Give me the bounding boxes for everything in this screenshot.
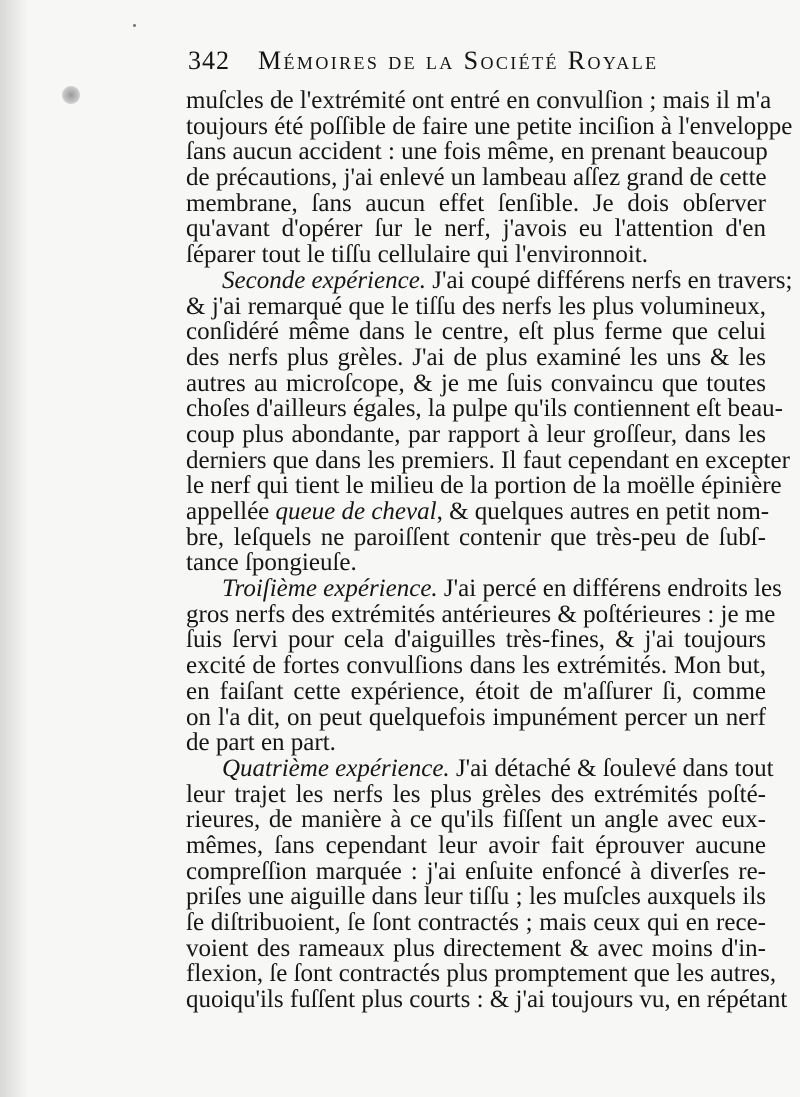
- page-gutter-shadow: [0, 0, 28, 1097]
- text-run: appellée: [186, 498, 276, 525]
- text-line: bre, leſquels ne paroiſſent contenir que très-peu de ſubſ-: [186, 523, 766, 551]
- text-line: de part en part.: [186, 729, 336, 757]
- text-line: gros nerfs des extrémités antérieures & poſtérieures : je me: [186, 600, 776, 628]
- text-line: choſes d'ailleurs égales, la pulpe qu'ils contiennent eſt beau-: [186, 395, 784, 423]
- text-line: conſidéré même dans le centre, eſt plus ferme que celui: [186, 318, 766, 346]
- text-line: [186, 575, 782, 603]
- text-run: J'ai coupé différens nerfs en travers;: [426, 266, 793, 294]
- text-line: [186, 498, 770, 525]
- experiment-heading: Seconde expérience.: [222, 266, 427, 294]
- text-line: & j'ai remarqué que le tiſſu des nerfs les plus volumineux,: [186, 292, 766, 320]
- text-line: des nerfs plus grèles. J'ai de plus examiné les uns & les: [186, 343, 766, 371]
- text-line: ſans aucun accident : une fois même, en prenant beaucoup: [186, 138, 768, 166]
- text-line: [186, 754, 774, 782]
- text-line: de précautions, j'ai enlevé un lambeau aſſez grand de cette: [186, 164, 767, 192]
- text-line: derniers que dans les premiers. Il faut cependant en excepter: [186, 446, 790, 474]
- text-line: mêmes, ſans cependant leur avoir fait éprouver aucune: [186, 831, 766, 859]
- experiment-heading: Quatrième expérience.: [222, 754, 450, 782]
- text-line: quoiqu'ils fuſſent plus courts : & j'ai toujours vu, en répétant: [186, 986, 788, 1014]
- ink-spot: [62, 86, 80, 104]
- text-line: coup plus abondante, par rapport à leur groſſeur, dans les: [186, 420, 766, 448]
- text-line: en faiſant cette expérience, étoit de m'aſſurer ſi, comme: [186, 677, 766, 705]
- text-line: priſes une aiguille dans leur tiſſu ; les muſcles auxquels ils: [186, 883, 766, 911]
- text-line: compreſſion marquée : j'ai enſuite enfoncé à diverſes re-: [186, 857, 766, 885]
- text-line: ſuis ſervi pour cela d'aiguilles très-fines, & j'ai toujours: [186, 626, 766, 654]
- paragraph-4: [186, 754, 788, 1014]
- text-line: ſéparer tout le tiſſu cellulaire qui l'environnoit.: [186, 241, 648, 269]
- italic-term: queue de cheval: [275, 498, 437, 525]
- text-line: on l'a dit, on peut quelquefois impunément percer un nerf: [186, 703, 766, 731]
- running-title: Mémoires de la Société Royale: [258, 46, 659, 75]
- text-line: le nerf qui tient le milieu de la portion de la moëlle épinière: [186, 472, 782, 500]
- text-line: muſcles de l'extrémité ont entré en convulſion ; mais il m'a: [186, 87, 772, 114]
- text-run: J'ai percé en différens endroits les: [437, 575, 782, 603]
- text-line: membrane, ſans aucun effet ſenſible. Je dois obſerver: [186, 189, 766, 217]
- text-line: tance ſpongieuſe.: [186, 549, 357, 577]
- text-line: leur trajet les nerfs les plus grèles des extrémités poſté-: [186, 780, 766, 808]
- body-text: [186, 87, 793, 1014]
- running-header: [188, 46, 748, 86]
- text-line: [186, 266, 793, 294]
- text-line: toujours été poſſible de faire une petite inciſion à l'enveloppe: [186, 112, 793, 140]
- paragraph-3: [186, 575, 782, 757]
- text-line: excité de fortes convulſions dans les extrémités. Mon but,: [186, 652, 766, 680]
- paragraph-1: [186, 87, 793, 269]
- text-line: rieures, de manière à ce qu'ils fiſſent un angle avec eux-: [186, 806, 766, 834]
- text-line: autres au microſcope, & je me ſuis convaincu que toutes: [186, 369, 766, 397]
- text-line: ſe diſtribuoient, ſe ſont contractés ; mais ceux qui en rece-: [186, 909, 766, 936]
- text-line: flexion, ſe ſont contractés plus promptement que les autres,: [186, 960, 777, 988]
- page-number: 342: [188, 46, 230, 75]
- paragraph-2: [186, 266, 793, 577]
- experiment-heading: Troiſième expérience.: [222, 575, 438, 603]
- text-run: , & quelques autres en petit nom-: [436, 498, 770, 525]
- text-line: voient des rameaux plus directement & avec moins d'in-: [186, 934, 766, 962]
- ink-speck: [133, 24, 136, 27]
- text-line: qu'avant d'opérer ſur le nerf, j'avois eu l'attention d'en: [186, 215, 766, 243]
- text-run: J'ai détaché & ſoulevé dans tout: [449, 754, 774, 782]
